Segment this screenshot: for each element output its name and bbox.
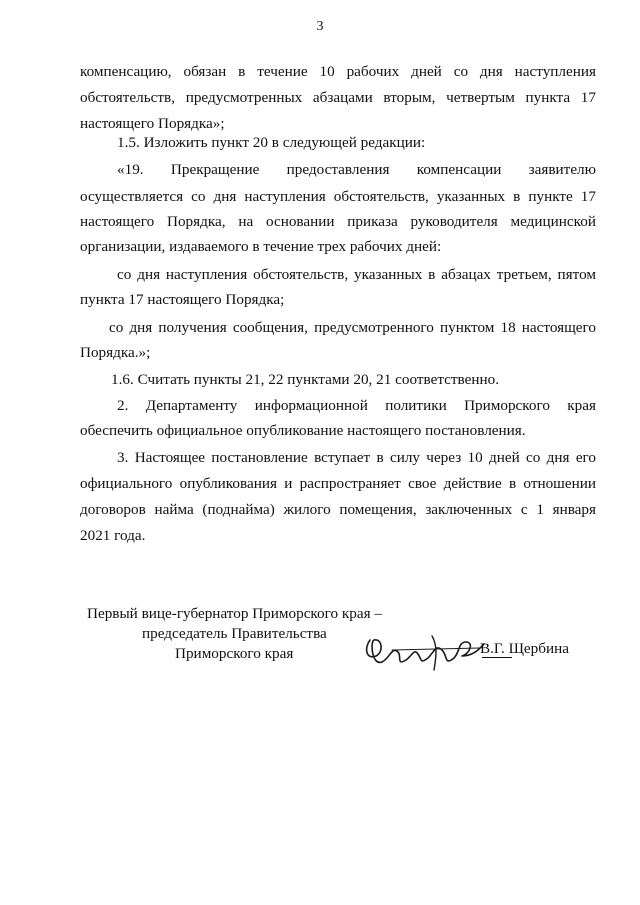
text-line: обстоятельств, предусмотренных абзацами вторым, четвертым пункта 17: [80, 89, 596, 106]
text-line: компенсацию, обязан в течение 10 рабочих дней со дня наступления: [80, 63, 596, 80]
text-line: «19. Прекращение предоставления компенсации заявителю: [117, 161, 596, 178]
text-line: 2021 года.: [80, 527, 146, 544]
text-line: организации, издаваемого в течение трех рабочих дней:: [80, 238, 442, 255]
text-line: 1.6. Считать пункты 21, 22 пунктами 20, 21 соответственно.: [111, 371, 499, 388]
text-line: 3. Настоящее постановление вступает в силу через 10 дней со дня его: [117, 449, 596, 466]
position-line: председатель Правительства: [142, 625, 327, 642]
text-line: со дня получения сообщения, предусмотренного пунктом 18 настоящего: [109, 319, 596, 336]
text-line: 2. Департаменту информационной политики Приморского края: [117, 397, 596, 414]
text-line: осуществляется со дня наступления обстоятельств, указанных в пункте 17: [80, 188, 596, 205]
position-line: Приморского края: [175, 645, 294, 662]
text-line: обеспечить официальное опубликование настоящего постановления.: [80, 422, 526, 439]
text-line: договоров найма (поднайма) жилого помещения, заключенных с 1 января: [80, 501, 596, 518]
handwritten-signature: [362, 626, 492, 676]
position-line: Первый вице-губернатор Приморского края –: [87, 605, 382, 622]
text-line: со дня наступления обстоятельств, указанных в абзацах третьем, пятом: [117, 266, 596, 283]
text-line: настоящего Порядка»;: [80, 115, 225, 132]
text-line: настоящего Порядка, на основании приказа руководителя медицинской: [80, 213, 596, 230]
page-number: 3: [316, 19, 324, 34]
text-line: Порядка.»;: [80, 344, 151, 361]
text-line: 1.5. Изложить пункт 20 в следующей редакции:: [117, 134, 426, 151]
signer-name: В.Г. Щербина: [480, 640, 569, 657]
text-line: официального опубликования и распространяет свое действие в отношении: [80, 475, 596, 492]
text-line: пункта 17 настоящего Порядка;: [80, 291, 285, 308]
